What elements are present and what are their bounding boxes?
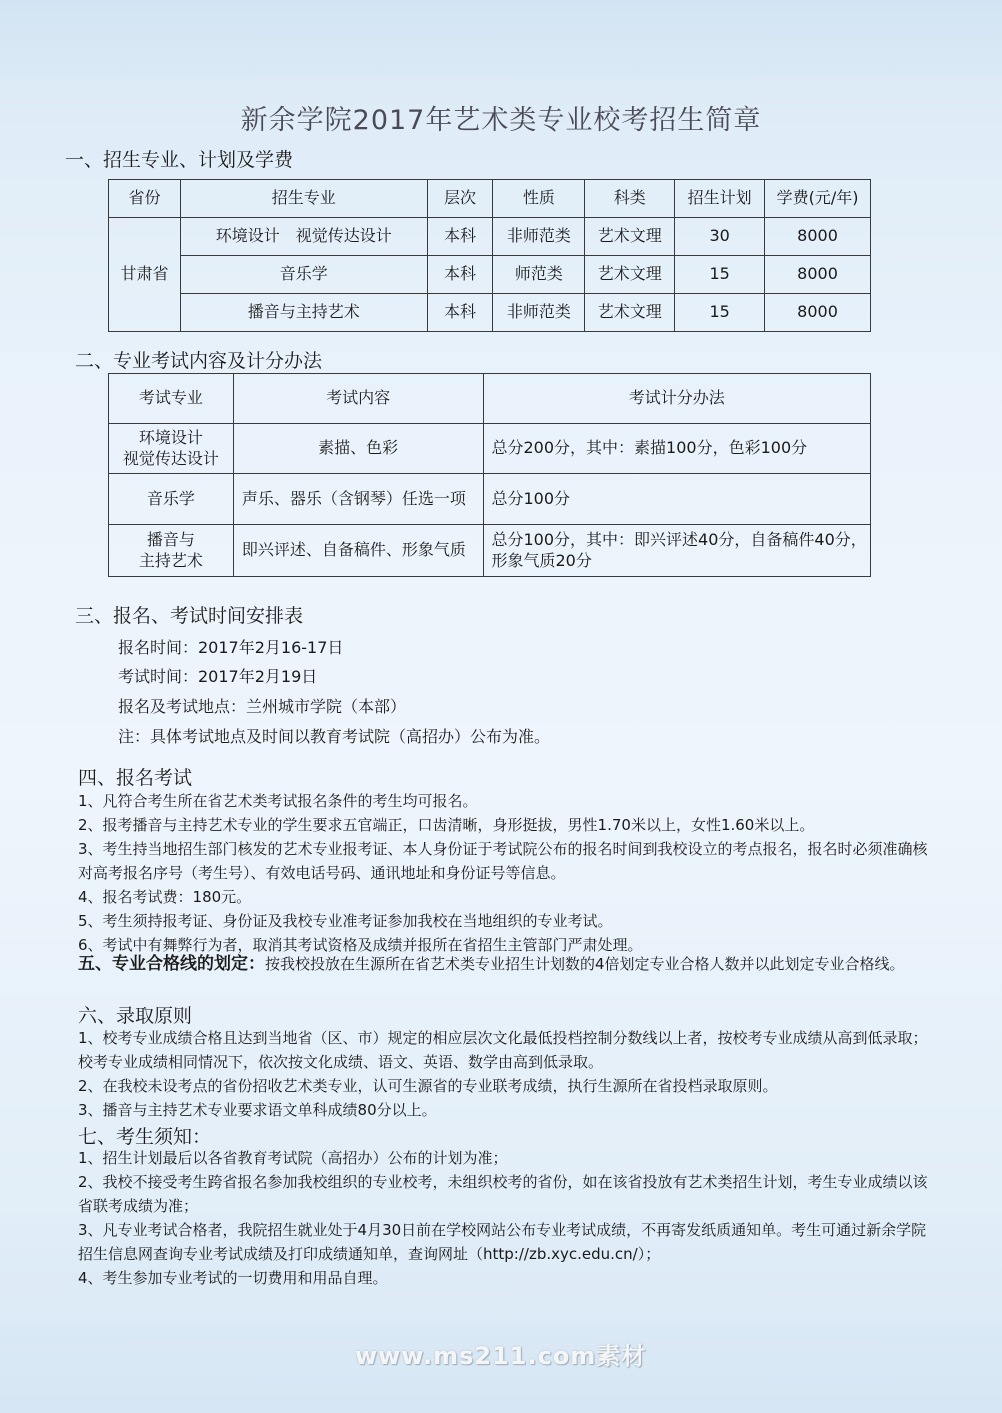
major-cell: 音乐学 — [180, 256, 427, 294]
header-cell: 考试专业 — [109, 374, 234, 424]
section-2-heading: 二、专业考试内容及计分办法 — [75, 350, 323, 372]
table-row — [109, 256, 871, 294]
header-cell: 性质 — [493, 180, 585, 218]
plan-cell: 30 — [675, 218, 765, 256]
list-item: 4、报名考试费：180元。 — [78, 888, 252, 906]
exam-note: 注：具体考试地点及时间以教育考试院（高招办）公布为准。 — [118, 727, 551, 746]
watermark: www.ms211.com素材 — [355, 1342, 647, 1370]
list-item: 4、考生参加专业考试的一切费用和用品自理。 — [78, 1269, 388, 1287]
table-header-row — [109, 180, 871, 218]
plan-cell: 15 — [675, 294, 765, 332]
exam-scoring-cell: 总分100分，其中：即兴评述40分，自备稿件40分，形象气质20分 — [483, 525, 871, 577]
section-7-heading: 七、考生须知： — [78, 1126, 212, 1148]
nature-cell: 非师范类 — [493, 294, 585, 332]
exam-major-cell: 音乐学 — [109, 474, 234, 525]
level-cell: 本科 — [427, 218, 493, 256]
section-5-heading: 五、专业合格线的划定： — [78, 954, 265, 974]
level-cell: 本科 — [427, 294, 493, 332]
list-item: 1、凡符合考生所在省艺术类考试报名条件的考生均可报名。 — [78, 792, 478, 810]
exam-major-line: 主持艺术 — [138, 550, 203, 570]
level-cell: 本科 — [427, 256, 493, 294]
exam-table — [108, 373, 871, 577]
list-item: 2、我校不接受考生跨省报名参加我校组织的专业校考，未组织校考的省份，如在该省投放有艺术类招生计划，考生专业成绩以该省联考成绩为准； — [78, 1173, 928, 1215]
exam-scoring-cell: 总分200分，其中：素描100分，色彩100分 — [483, 424, 871, 474]
section-4-heading: 四、报名考试 — [78, 767, 193, 789]
list-item: 1、招生计划最后以各省教育考试院（高招办）公布的计划为准； — [78, 1149, 508, 1167]
list-item: 1、校考专业成绩合格且达到当地省（区、市）规定的相应层次文化最低投档控制分数线以上者，按校考专业成绩从高到低录取；校考专业成绩相同情况下，依次按文化成绩、语文、英语、数学由高到低录取。 — [78, 1029, 928, 1071]
table-row — [109, 474, 871, 525]
list-item: 6、考试中有舞弊行为者，取消其考试资格及成绩并报所在省招生主管部门严肃处理。 — [78, 936, 643, 954]
section-7-list — [78, 1146, 940, 1290]
header-cell: 层次 — [427, 180, 493, 218]
exam-major-cell — [109, 424, 234, 474]
table-row — [109, 218, 871, 256]
list-item: 3、播音与主持艺术专业要求语文单科成绩80分以上。 — [78, 1101, 437, 1119]
header-cell: 招生专业 — [180, 180, 427, 218]
header-cell: 省份 — [109, 180, 181, 218]
exam-major-line: 播音与 — [146, 529, 195, 549]
registration-time: 报名时间：2017年2月16-17日 — [118, 638, 344, 657]
section-6-list — [78, 1026, 940, 1122]
fee-cell: 8000 — [765, 256, 871, 294]
list-item: 2、报考播音与主持艺术专业的学生要求五官端正，口齿清晰，身形挺拔，男性1.70米以上，女性1.60米以上。 — [78, 816, 815, 834]
page-title: 新余学院2017年艺术类专业校考招生简章 — [240, 105, 762, 136]
section-4-list — [78, 789, 940, 957]
table-row — [109, 525, 871, 577]
header-cell: 学费(元/年) — [765, 180, 871, 218]
exam-scoring-cell: 总分100分 — [483, 474, 871, 525]
exam-content-cell: 素描、色彩 — [233, 424, 483, 474]
exam-content-cell: 声乐、器乐（含钢琴）任选一项 — [233, 474, 483, 525]
list-item: 2、在我校未设考点的省份招收艺术类专业，认可生源省的专业联考成绩，执行生源所在省投档录取原则。 — [78, 1077, 778, 1095]
province-cell: 甘肃省 — [109, 218, 181, 332]
section-3-heading: 三、报名、考试时间安排表 — [75, 605, 304, 627]
nature-cell: 非师范类 — [493, 218, 585, 256]
category-cell: 艺术文理 — [585, 256, 675, 294]
section-5-text: 按我校投放在生源所在省艺术类专业招生计划数的4倍划定专业合格人数并以此划定专业合格线。 — [265, 955, 905, 973]
exam-major-cell — [109, 525, 234, 577]
nature-cell: 师范类 — [493, 256, 585, 294]
header-cell: 考试计分办法 — [483, 374, 871, 424]
header-cell: 招生计划 — [675, 180, 765, 218]
fee-cell: 8000 — [765, 294, 871, 332]
exam-location: 报名及考试地点：兰州城市学院（本部） — [118, 697, 407, 716]
table-header-row — [109, 374, 871, 424]
list-item: 5、考生须持报考证、身份证及我校专业准考证参加我校在当地组织的专业考试。 — [78, 912, 613, 930]
plan-cell: 15 — [675, 256, 765, 294]
exam-major-line: 视觉传达设计 — [122, 448, 219, 468]
exam-content-cell: 即兴评述、自备稿件、形象气质 — [233, 525, 483, 577]
list-item: 3、考生持当地招生部门核发的艺术专业报考证、本人身份证于考试院公布的报名时间到我校设立的考点报名，报名时必须准确核对高考报名序号（考生号）、有效电话号码、通讯地址和身份证号等信息。 — [78, 840, 928, 882]
table-row — [109, 294, 871, 332]
major-cell: 环境设计 视觉传达设计 — [180, 218, 427, 256]
exam-time: 考试时间：2017年2月19日 — [118, 667, 318, 686]
enrollment-table — [108, 179, 871, 332]
header-cell: 科类 — [585, 180, 675, 218]
list-item: 3、凡专业考试合格者，我院招生就业处于4月30日前在学校网站公布专业考试成绩，不再寄发纸质通知单。考生可通过新余学院招生信息网查询专业考试成绩及打印成绩通知单，查询网址（http://zb.xyc.edu.cn/）； — [78, 1221, 927, 1263]
major-cell: 播音与主持艺术 — [180, 294, 427, 332]
category-cell: 艺术文理 — [585, 218, 675, 256]
category-cell: 艺术文理 — [585, 294, 675, 332]
fee-cell: 8000 — [765, 218, 871, 256]
table-row — [109, 424, 871, 474]
exam-major-line: 环境设计 — [138, 427, 203, 447]
section-6-heading: 六、录取原则 — [78, 1005, 193, 1027]
header-cell: 考试内容 — [233, 374, 483, 424]
section-5 — [78, 952, 940, 976]
section-1-heading: 一、招生专业、计划及学费 — [65, 149, 294, 171]
